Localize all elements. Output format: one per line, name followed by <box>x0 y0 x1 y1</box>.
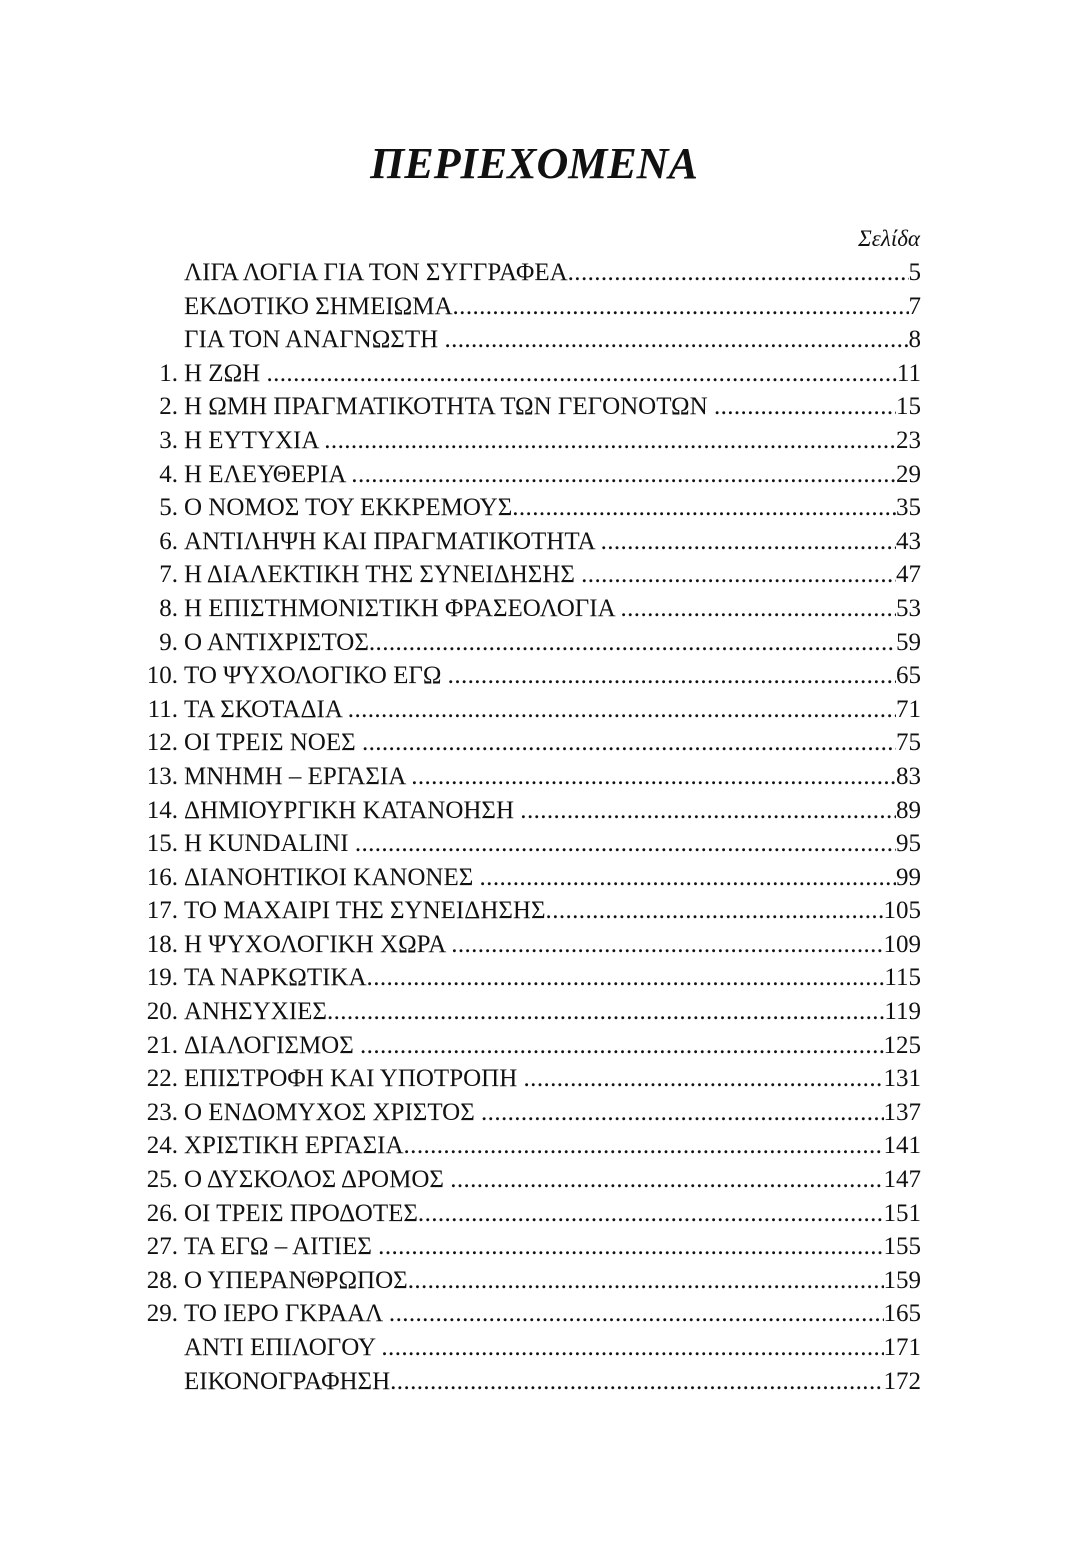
toc-entry-number: 27. <box>146 1233 178 1261</box>
toc-entry-page-number: 109 <box>883 930 921 958</box>
toc-entry-title: Η ΖΩΗ <box>184 359 267 387</box>
toc-entry-page-number: 171 <box>883 1334 921 1361</box>
toc-entry-page-number: 115 <box>884 964 921 992</box>
toc-entry-page-number: 7 <box>908 292 921 320</box>
toc-dot-leader <box>451 928 883 962</box>
toc-dot-leader <box>453 290 909 324</box>
toc-dot-leader <box>360 1029 883 1063</box>
toc-entry-page-number: 119 <box>884 998 921 1026</box>
toc-entry-number: 22. <box>146 1065 178 1093</box>
toc-entry <box>134 1129 921 1163</box>
toc-entry-title: Η ΩΜΗ ΠΡΑΓΜΑΤΙΚΟΤΗΤΑ ΤΩΝ ΓΕΓΟΝΟΤΩΝ <box>184 393 714 421</box>
toc-entry <box>134 1062 921 1096</box>
toc-entry-number: 20. <box>146 998 178 1026</box>
toc-dot-leader <box>448 659 896 693</box>
toc-dot-leader <box>411 760 896 794</box>
toc-entry-title: ΑΝΗΣΥΧΙΕΣ <box>184 998 327 1026</box>
toc-dot-leader <box>327 995 884 1029</box>
toc-entry-number: 13. <box>146 762 178 790</box>
toc-entry-title: Η ΕΛΕΥΘΕΡΙΑ <box>184 460 352 488</box>
toc-entry-number: 7. <box>159 561 178 589</box>
toc-entry-title: Η ΨΥΧΟΛΟΓΙΚΗ ΧΩΡΑ <box>184 930 452 958</box>
toc-dot-leader <box>324 424 896 458</box>
toc-entry-number: 2. <box>159 393 178 421</box>
toc-dot-leader <box>601 525 896 559</box>
toc-entry-title: Ο ΑΝΤΙΧΡΙΣΤΟΣ <box>184 628 369 656</box>
page-title: ΠΕΡΙΕΧΟΜΕΝΑ <box>370 139 698 188</box>
toc-entry <box>134 928 921 962</box>
toc-entry-title: ΤΟ ΜΑΧΑΙΡΙ ΤΗΣ ΣΥΝΕΙΔΗΣΗΣ <box>184 897 546 925</box>
toc-dot-leader <box>390 1365 883 1399</box>
toc-entry-page-number: 23 <box>896 426 921 454</box>
toc-entry <box>134 491 921 525</box>
toc-dot-leader <box>714 390 896 424</box>
toc-entry <box>134 1096 921 1130</box>
toc-entry-page-number: 155 <box>883 1233 921 1261</box>
toc-dot-leader <box>450 1163 883 1197</box>
toc-entry-title: ΕΙΚΟΝΟΓΡΑΦΗΣΗ <box>184 1367 391 1395</box>
toc-entry-number: 8. <box>159 594 178 622</box>
toc-entry-title: ΔΙΑΛΟΓΙΣΜΟΣ <box>184 1031 361 1059</box>
toc-entry-title: ΤΑ ΝΑΡΚΩΤΙΚΑ <box>184 964 367 992</box>
toc-entry-title: ΑΝΤΙΛΗΨΗ ΚΑΙ ΠΡΑΓΜΑΤΙΚΟΤΗΤΑ <box>184 527 601 555</box>
toc-entry-number: 25. <box>146 1166 178 1194</box>
toc-entry-page-number: 151 <box>883 1199 921 1227</box>
toc-entry-number: 5. <box>159 494 178 522</box>
toc-entry-page-number: 5 <box>908 259 921 286</box>
toc-entry-number: 12. <box>146 729 178 757</box>
toc-entry-title: ΧΡΙΣΤΙΚΗ ΕΡΓΑΣΙΑ <box>184 1132 404 1160</box>
toc-entry-number: 4. <box>159 460 178 488</box>
toc-entry-number: 14. <box>146 796 178 824</box>
toc-entry-page-number: 105 <box>883 897 921 925</box>
toc-entry-number: 26. <box>146 1199 178 1227</box>
toc-dot-leader <box>408 1264 884 1298</box>
toc-entry <box>134 323 921 357</box>
toc-entry-number: 24. <box>146 1132 178 1160</box>
toc-entry-page-number: 172 <box>883 1367 921 1395</box>
toc-entry <box>134 961 921 995</box>
toc-entry <box>134 1230 921 1264</box>
toc-entry-number: 21. <box>146 1031 178 1059</box>
toc-dot-leader <box>404 1129 884 1163</box>
toc-entry <box>134 256 921 290</box>
toc-entry-page-number: 11 <box>896 359 921 387</box>
toc-dot-leader <box>512 491 896 525</box>
toc-entry-number: 17. <box>146 897 178 925</box>
toc-entry-title: Ο ΔΥΣΚΟΛΟΣ ΔΡΟΜΟΣ <box>184 1166 451 1194</box>
toc-entry <box>134 592 921 626</box>
toc-entry <box>134 626 921 660</box>
toc-dot-leader <box>389 1297 884 1331</box>
toc-entry <box>134 1264 921 1298</box>
toc-entry <box>134 827 921 861</box>
toc-entry-number: 15. <box>146 830 178 858</box>
toc-entry <box>134 458 921 492</box>
toc-entry-page-number: 15 <box>896 393 921 421</box>
toc-entry-number: 11. <box>147 695 178 723</box>
toc-entry-title: ΔΗΜΙΟΥΡΓΙΚΗ ΚΑΤΑΝΟΗΣΗ <box>184 796 521 824</box>
toc-entry-page-number: 141 <box>883 1132 921 1160</box>
toc-entry <box>134 693 921 727</box>
toc-entry-page-number: 165 <box>883 1300 921 1328</box>
toc-dot-leader <box>481 1096 883 1130</box>
toc-entry-page-number: 47 <box>896 561 921 589</box>
toc-entry-title: Ο ΥΠΕΡΑΝΘΡΩΠΟΣ <box>184 1266 408 1294</box>
toc-entry <box>134 525 921 559</box>
toc-entry <box>134 357 921 391</box>
toc-entry-page-number: 75 <box>896 729 921 757</box>
toc-entry-title: ΕΠΙΣΤΡΟΦΗ ΚΑΙ ΥΠΟΤΡΟΠΗ <box>184 1065 524 1093</box>
toc-dot-leader <box>266 357 896 391</box>
toc-dot-leader <box>568 256 909 290</box>
toc-entry-title: Η KUNDALINI <box>184 830 355 858</box>
toc-dot-leader <box>378 1230 883 1264</box>
table-of-contents <box>134 256 921 1398</box>
toc-entry-title: ΤΟ ΨΥΧΟΛΟΓΙΚΟ ΕΓΩ <box>184 662 448 690</box>
toc-dot-leader <box>581 558 896 592</box>
toc-entry-page-number: 131 <box>883 1065 921 1093</box>
toc-dot-leader <box>355 827 896 861</box>
toc-entry-page-number: 159 <box>883 1266 921 1294</box>
toc-entry-number: 9. <box>159 628 178 656</box>
toc-entry-page-number: 83 <box>896 762 921 790</box>
toc-entry-title: Η ΔΙΑΛΕΚΤΙΚΗ ΤΗΣ ΣΥΝΕΙΔΗΣΗΣ <box>184 561 582 589</box>
toc-entry <box>134 760 921 794</box>
toc-dot-leader <box>348 693 896 727</box>
toc-entry-page-number: 35 <box>896 494 921 522</box>
toc-entry-number: 3. <box>159 426 178 454</box>
toc-dot-leader <box>524 1062 884 1096</box>
toc-entry-title: ΤΑ ΣΚΟΤΑΔΙΑ <box>184 695 348 723</box>
toc-entry <box>134 290 921 324</box>
toc-entry <box>134 861 921 895</box>
toc-entry-number: 28. <box>146 1266 178 1294</box>
toc-dot-leader <box>546 894 884 928</box>
toc-entry-number: 6. <box>159 527 178 555</box>
toc-entry <box>134 558 921 592</box>
toc-entry-number: 29. <box>146 1300 178 1328</box>
toc-dot-leader <box>621 592 897 626</box>
toc-dot-leader <box>381 1331 883 1365</box>
toc-entry-title: ΤΑ ΕΓΩ – ΑΙΤΙΕΣ <box>184 1233 379 1261</box>
toc-entry-number: 19. <box>146 964 178 992</box>
toc-entry <box>134 1365 921 1399</box>
toc-entry-page-number: 89 <box>896 796 921 824</box>
toc-entry-title: ΛΙΓΑ ΛΟΓΙΑ ΓΙΑ ΤΟΝ ΣΥΓΓΡΑΦΕΑ <box>184 259 568 286</box>
toc-entry-title: ΟΙ ΤΡΕΙΣ ΝΟΕΣ <box>184 729 362 757</box>
toc-entry-page-number: 59 <box>896 628 921 656</box>
toc-entry-title: ΟΙ ΤΡΕΙΣ ΠΡΟΔΟΤΕΣ <box>184 1199 418 1227</box>
toc-dot-leader <box>362 726 896 760</box>
toc-entry <box>134 726 921 760</box>
toc-dot-leader <box>520 794 896 828</box>
toc-entry <box>134 659 921 693</box>
toc-entry-page-number: 137 <box>883 1098 921 1126</box>
toc-dot-leader <box>444 323 908 357</box>
toc-entry-page-number: 99 <box>896 863 921 891</box>
toc-dot-leader <box>351 458 896 492</box>
toc-entry-title: Η ΕΥΤΥΧΙΑ <box>184 426 325 454</box>
toc-entry <box>134 995 921 1029</box>
toc-entry-page-number: 125 <box>883 1031 921 1059</box>
toc-entry-page-number: 53 <box>896 594 921 622</box>
toc-entry-number: 10. <box>146 662 178 690</box>
toc-entry-title: Η ΕΠΙΣΤΗΜΟΝΙΣΤΙΚΗ ΦΡΑΣΕΟΛΟΓΙΑ <box>184 594 621 622</box>
toc-entry <box>134 1197 921 1231</box>
toc-entry-number: 23. <box>146 1098 178 1126</box>
toc-entry-number: 1. <box>159 359 178 387</box>
toc-entry-title: Ο ΝΟΜΟΣ ΤΟΥ ΕΚΚΡΕΜΟΥΣ <box>184 494 513 522</box>
toc-entry-number: 18. <box>146 930 178 958</box>
toc-dot-leader <box>369 626 896 660</box>
toc-entry-page-number: 65 <box>896 662 921 690</box>
toc-dot-leader <box>480 861 896 895</box>
toc-entry <box>134 1297 921 1331</box>
toc-entry-title: ΜΝΗΜΗ – ΕΡΓΑΣΙΑ <box>184 762 412 790</box>
toc-entry-page-number: 95 <box>896 830 921 858</box>
toc-entry <box>134 1331 921 1365</box>
toc-entry-page-number: 8 <box>908 326 921 354</box>
toc-entry <box>134 894 921 928</box>
toc-entry-page-number: 29 <box>896 460 921 488</box>
toc-entry-title: ΕΚΔΟΤΙΚΟ ΣΗΜΕΙΩΜΑ <box>184 292 453 320</box>
toc-entry-title: ΓΙΑ ΤΟΝ ΑΝΑΓΝΩΣΤΗ <box>184 326 445 354</box>
toc-entry <box>134 1029 921 1063</box>
toc-entry-title: ΑΝΤΙ ΕΠΙΛΟΓΟΥ <box>184 1334 382 1361</box>
toc-entry-page-number: 71 <box>896 695 921 723</box>
toc-entry <box>134 424 921 458</box>
toc-entry <box>134 1163 921 1197</box>
toc-dot-leader <box>367 961 885 995</box>
toc-entry-title: ΤΟ ΙΕΡΟ ΓΚΡΑΑΛ <box>184 1300 389 1328</box>
toc-entry-title: ΔΙΑΝΟΗΤΙΚΟΙ ΚΑΝΟΝΕΣ <box>184 863 480 891</box>
toc-entry-page-number: 43 <box>896 527 921 555</box>
toc-entry-page-number: 147 <box>883 1166 921 1194</box>
toc-dot-leader <box>418 1197 884 1231</box>
toc-entry <box>134 794 921 828</box>
toc-entry-title: Ο ΕΝΔΟΜΥΧΟΣ ΧΡΙΣΤΟΣ <box>184 1098 482 1126</box>
toc-entry-number: 16. <box>146 863 178 891</box>
toc-entry <box>134 390 921 424</box>
page-column-label: Σελίδα <box>858 226 920 251</box>
